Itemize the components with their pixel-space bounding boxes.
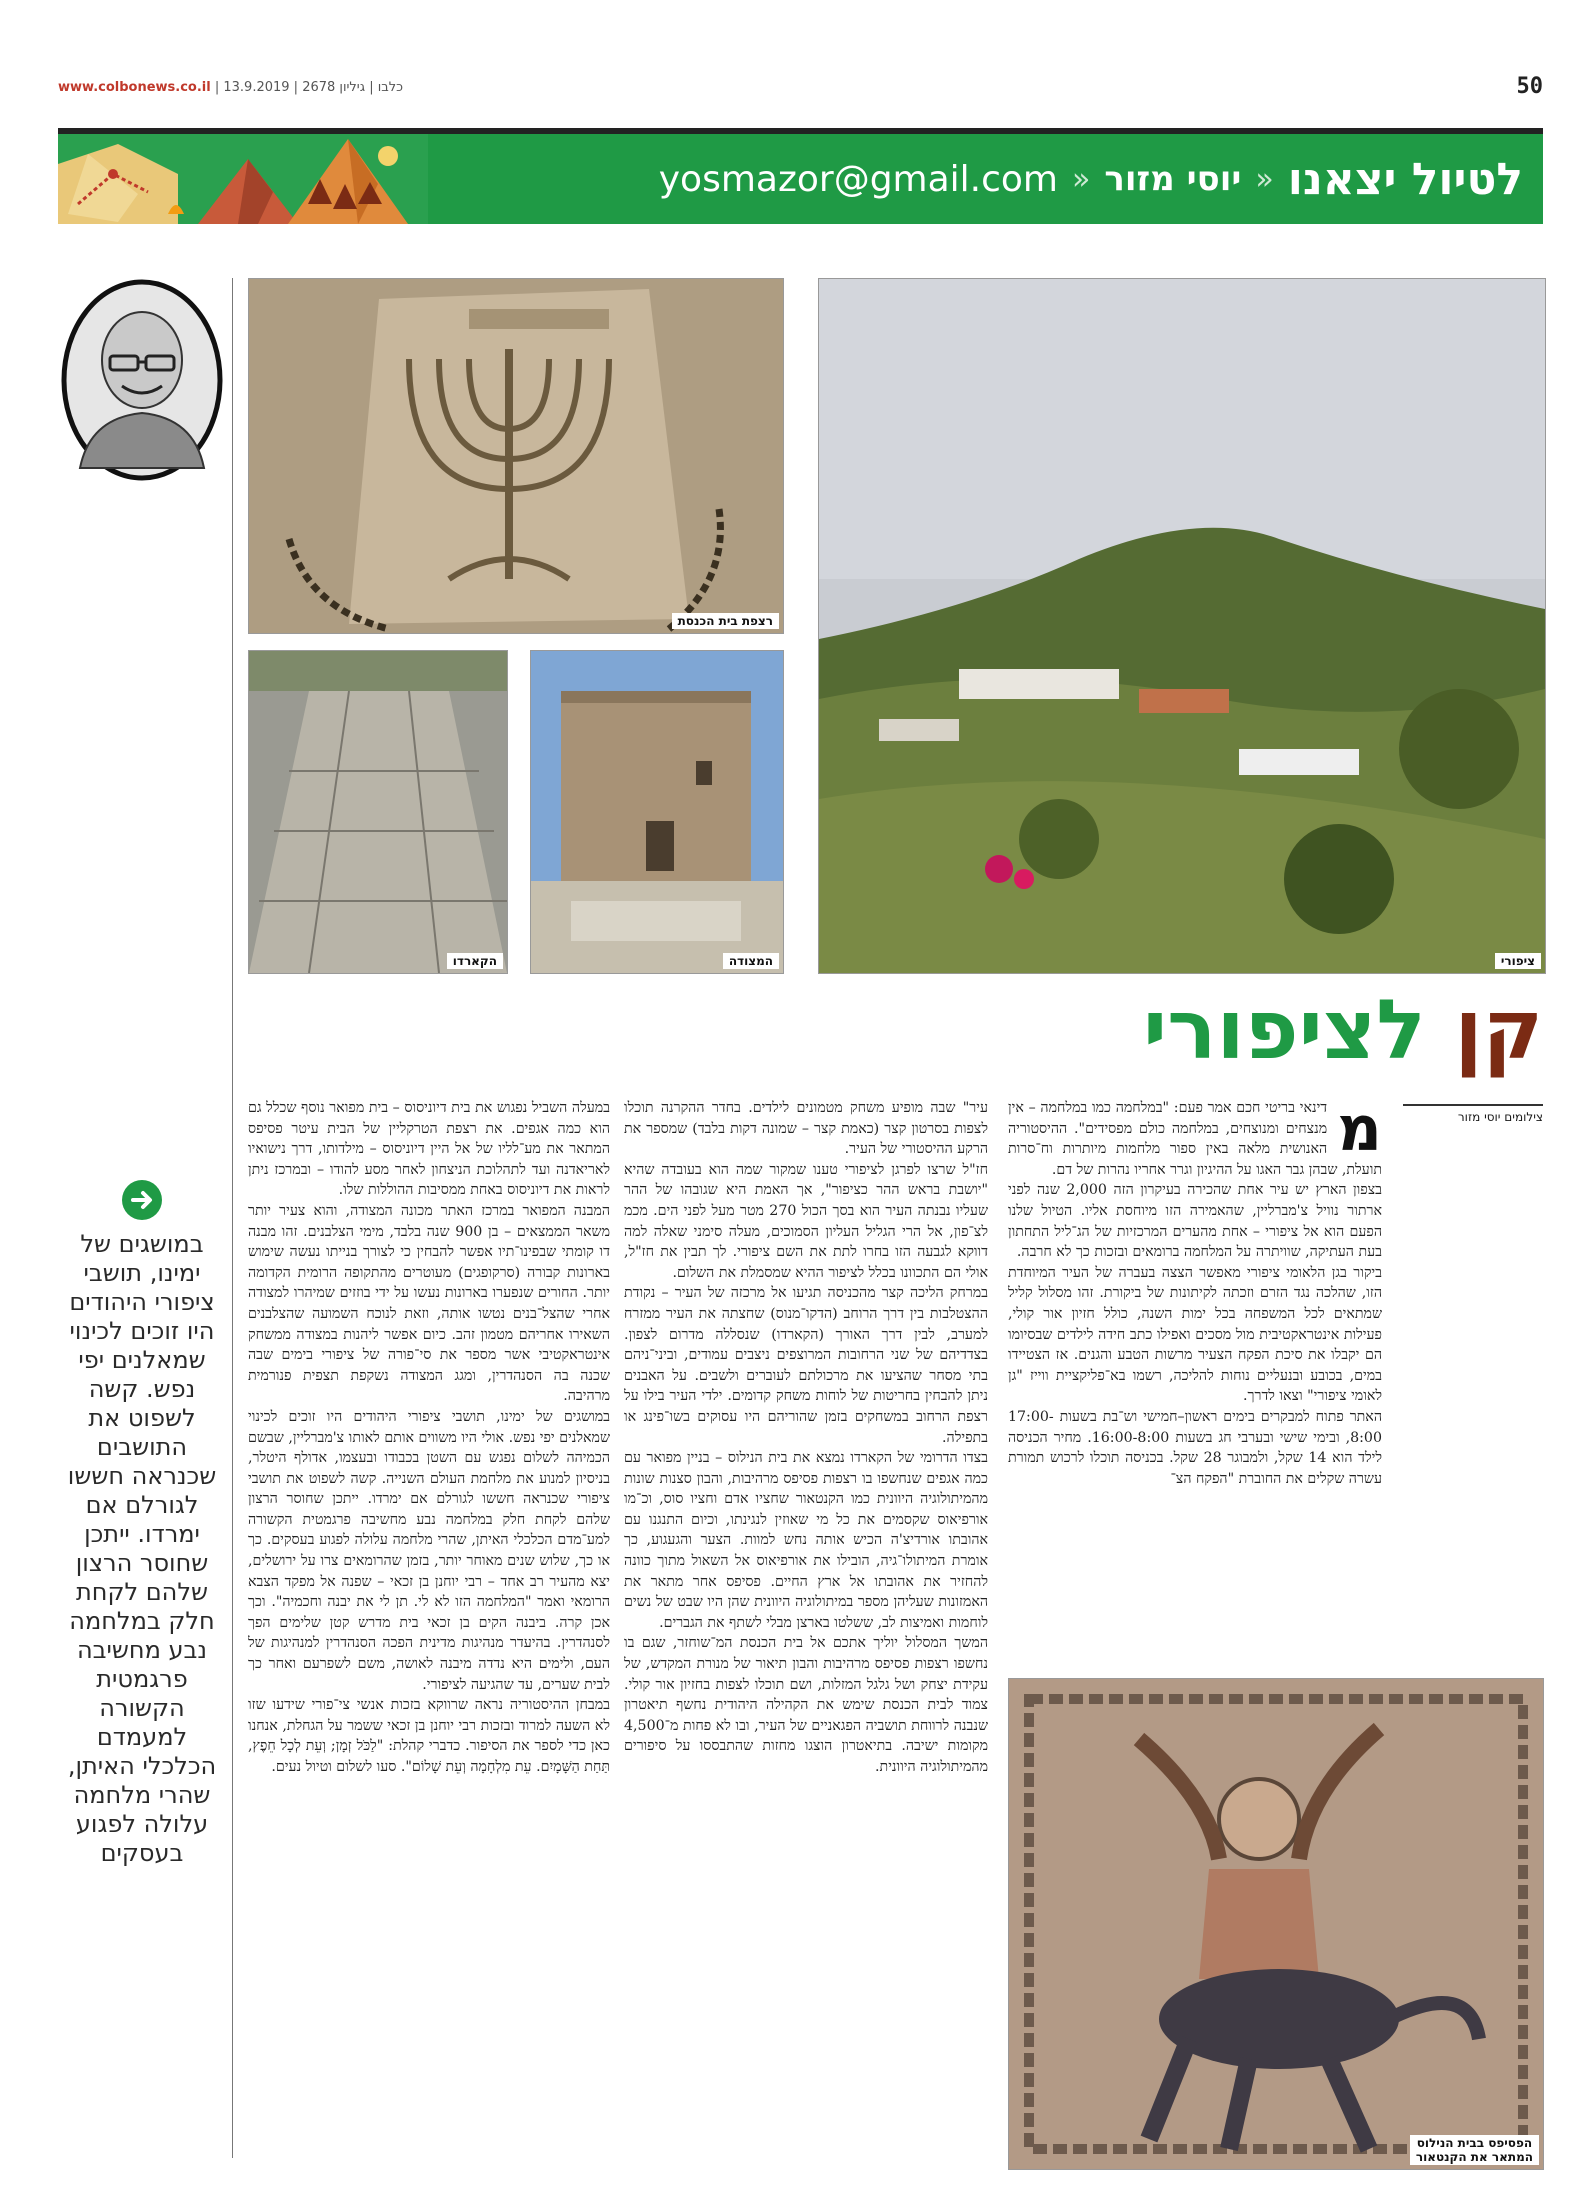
page-number: 50 xyxy=(1516,74,1543,99)
paragraph: במושגים של ימינו, תושבי ציפורי היהודים היו זוכים לכינוי שמאלנים יפי נפש. אולי היו משווים אותם לאותו צ'מברליין, שבשם הכמיהה לשלום נפגש עם השטן בכבודו ובעצמו, אדולף היטלר, בניסיון למנוע את מלחמת העולם השנייה. קשה לשפוט את תושבי ציפורי שכנראה חששו לגורלם אם ימרדו. ייתכן שחוסר הרצון שלהם לקחת חלק במלחמה נבע מחשיבה פרגמטית הקשורה למע־מדם הכלכלי האיתן, שהרי מלחמה עלולה לפגוע בעסקים. כך או כך, שלוש שנים מאוחר יותר, בזמן שהרומאים צרו על ירושלים, יצא מהעיר רב אחד – רבי יוחנן בן זכאי – שפנה אל מפקד הצבא הרומאי ואמר "המלחמה הזו לא לי. תן לי את יבנה וחכמיה". וכך אכן קרה. ביבנה הקים בן זכאי בית מדרש קטן שלימים הפך לסנהדרין. בהיעדר מנהיגות מדינית הפכה הסנהדרין למנהיגות של העם, ולימים היא נדדה מיבנה לאושה, משם לשפרעם ואחר כך לבית שערים, עד שהגיעה לציפורי. xyxy=(248,1408,610,1693)
photo-caption: רצפת בית הכנסת xyxy=(672,613,779,629)
pull-quote xyxy=(58,1180,226,1868)
tzipori-landscape-photo xyxy=(818,278,1546,974)
arrow-right-icon xyxy=(122,1180,162,1220)
paragraph: בצפון הארץ יש עיר אחת שהכירה בעיקרון הזה 2,000 שנה לפני ארתור נוויל צ'מברליין, שהאמירה הזו מיוחסת אליו. הטיול שלנו הפעם הוא אל ציפורי – אחת מהערים המרכזיות של הג־ליל התחתון בעת העתיקה, שוויתרה על המלחמה ברומאים ובזכות כך לא חרבה. xyxy=(1008,1182,1382,1261)
pull-quote-text: במושגים של ימינו, תושבי ציפורי היהודים היו זוכים לכינוי שמאלנים יפי נפש. קשה לשפוט את התושבים שכנראה חששו לגורלם אם ימרדו. ייתכן שחוסר הרצון שלהם לקחת חלק במלחמה נבע מחשיבה פרגמטית הקשורה למעמדם הכלכלי האיתן, שהרי מלחמה עלולה לפגוע בעסקים xyxy=(67,1230,217,1867)
column-title: לטיול יצאנו xyxy=(1287,153,1523,205)
chevron-icon: « xyxy=(1072,161,1091,197)
headline-part-2: לציפורי xyxy=(1143,983,1426,1078)
paragraph: במרחק הליכה קצר מהכניסה תגיעו אל מרכזה של העיר – נקודת ההצטלבות בין דרך הרוחב (הדקו־מנוס) שחצתה את העיר ממזרח למערב, לבין דרך האורך (הקארדו) שנסללה מדרום לצפון. בצדדיהם של שני הרחובות המרוצפים ניצבים עמודים, וביני־ניהם בתי מסחר שהציעו את מרכולתם לעוברים ולשבים. על האבנים ניתן להבחין בחריטות של לוחות משחק קדומים. ילדי העיר בילו על רצפת הרחוב במשחקים בזמן שהוריהם היו עסוקים בשו־פינג או בתפילה. xyxy=(624,1285,988,1446)
fortress-photo xyxy=(530,650,784,974)
paragraph: בצדו הדרומי של הקארדו נמצא את בית הנילוס – בניין מפואר עם כמה אגפים שנחשפו בו רצפות פסיפס מרהיבות, והבון סצנות שונות מהמיתולוגיה היוונית כמו הקנטאור שחציו אדם וחציו סוס, וכ־מו אורפיאוס שקסמים את כל מי שאוזין לנגינתו, וכיום התנגנו עם אהובתו אורדיצ'ה הכיש אותה נחש למוות. הצער והגעגוע, כך אומרת המיתולו־גיה, הובילו את אורפיאוס אל השאול מתוך כוונה להחזיר את אהובתו אל ארץ החיים. פסיפס אחר מתאר את האמזונות שעליהן מספר במיתולוגיה היוונית שהן היו שבט של נשים לוחמות ואמיצות לב, ששלטו בארצן מבלי לשתף את הגברים. xyxy=(624,1450,988,1631)
caption-line: המתאר את הקנטאור xyxy=(1415,2150,1533,2164)
paragraph: עיר" שבה מופיע משחק מטמונים לילדים. בחדר ההקרנה תוכלו לצפות בסרטון קצר (כאמת קצר – שמונה דקות בלבד) שמספר את הרקע ההיסטורי של העיר. xyxy=(624,1100,988,1158)
issue-meta xyxy=(58,80,403,95)
author-portrait xyxy=(60,278,225,483)
caption-line: הפסיפס בבית הנילוס xyxy=(1416,2136,1533,2150)
column-banner xyxy=(58,128,1543,224)
paragraph: האתר פתוח למבקרים בימים ראשון–חמישי וש־בת בשעות 17:00-8:00, ובימי שישי ובערבי חג בשעות 16:00-8:00. מחיר הכניסה לילד הוא 14 שקל, ולמבוגר 28 שקל. בכניסה תוכלו לרכוש תמורת עשרה שקלים את החוברת "הפקח הצ־ xyxy=(1008,1408,1382,1487)
paragraph: במבחן ההיסטוריה נראה שרווקא בזכות אנשי צי־פורי שידעו שזו לא השעה למרוד ובזכות רבי יוחנן בן זכאי ששמר על הגחלת, אנחנו כאן כדי לספר את הסיפור. כדברי קהלת: "לַכֹּל זְמָן; וְעֵת לְכָל חֵפֶץ, תַּחַת הַשָּׁמָיִם. עֵת מִלְחָמָה וְעֵת שָׁלוֹם". סעו לשלום וטיול נעים. xyxy=(248,1697,610,1775)
paragraph: המשך המסלול יוליך אתכם אל בית הכנסת המ־שוחזר, שגם בו נחשפו רצפות פסיפס מרהיבות והבון תיאור של מנורת המקדש, של עקידת יצחק ושל גלגל המזלות, ושם תוכלו לצפות בחזיון אור קולי. צמוד לבית הכנסת שימש את הקהילה היהודית נחשף תיאטרון שנבנה לרווחת תושביה הפגאניים של העיר, ובו לא פחות מ־4,500 מקומות ישיבה. בתיאטרון הוצגו מחזות שהתבססו על סיפורים מהמיתולוגיה היוונית. xyxy=(624,1635,988,1775)
travel-illustration xyxy=(58,134,428,224)
menorah-mosaic-image xyxy=(249,279,783,633)
drop-cap: מ xyxy=(1337,1098,1382,1165)
author-email[interactable]: yosmazor@gmail.com xyxy=(658,158,1059,200)
column-author: יוסי מזור xyxy=(1104,159,1242,199)
photo-caption: ציפורי xyxy=(1495,953,1541,969)
paragraph: במעלה השביל נפגוש את בית דיוניסוס – בית מפואר נוסף שכלל גם הוא כמה אגפים. את רצפת הטרקליין של הבית עיטר פסיפס המתאר את מע־לליו של אל היין דיוניסוס – מילדותו, דרך נישואיו לאריאדנה ועד לתהלוכת הניצחון לאחר מסע להודו – ובמרכז ניתן לראות את דיוניסוס באחת ממסיבות ההוללות שלו. xyxy=(248,1100,610,1199)
cardo-photo xyxy=(248,650,508,974)
crusader-fortress-image xyxy=(531,651,783,973)
issue-info: | כלבו | גיליון 2678 | 13.9.2019 xyxy=(214,80,404,95)
article-headline xyxy=(1143,983,1543,1078)
photo-credit: צילומים יוסי מזור xyxy=(1403,1104,1543,1124)
paragraph: חז"ל שרצו לפרגן לציפורי טענו שמקור שמה הוא בעובדה שהיא "יושבת בראש ההר כציפור", אך האמת היא שגובהו של ההר שעליו נבנתה העיר הוא בסך הכול 270 מטר מעל לפני הים. מכמ לצ־פון, אל הרי הגליל העליון הסמוכים, מעלה סימני שאלה למה דווקא לגבעה הזו בחרו לתת את השם ציפורי. לך תבין את חז"ל, אולי הם התכוונו בכלל לציפור ההיא שמסמלת את השלום. xyxy=(624,1161,988,1281)
photo-caption: המצודה xyxy=(723,953,779,969)
stone-street-image xyxy=(249,651,507,973)
photo-caption xyxy=(1410,2135,1539,2165)
article-column-2 xyxy=(624,1098,988,2168)
headline-part-1: קן xyxy=(1454,983,1543,1078)
chevron-icon: « xyxy=(1255,161,1274,197)
paragraph: ביקור בגן הלאומי ציפורי מאפשר הצצה בעברה של העיר המיוחדת הזו, שהלכה נגד הזרם וזכתה לקיתונות של ביקורת. זהו מסלול קליל שמתאים לכל המשפחה בכל ימות השנה, כולל חזיון אור קולי, פעילות אינטראקטיבית מול מסכים ואפילו כתב חידה לילדים שבסיומו הם יקבלו את סיכת הפקח הצעיר מרשות הטבע והגנים. אז הצטיידו במים, בכובע ובנעליים נוחות להליכה, רשמו בא־פליקציית ווייז "גן לאומי ציפורי" וצאו לדרך. xyxy=(1008,1264,1382,1405)
column-divider xyxy=(232,278,233,2158)
hill-landscape-image xyxy=(819,279,1545,973)
photo-caption: הקארדו xyxy=(447,953,503,969)
synagogue-floor-photo xyxy=(248,278,784,634)
site-url[interactable]: www.colbonews.co.il xyxy=(58,80,211,95)
paragraph: המבנה המפואר במרכז האתר מכונה המצודה, והוא צעיר יותר משאר הממצאים – בן 900 שנה בלבד, מימי הצלבנים. זהו מבנה דו קומתי שבפינו־תיו אפשר להבחין כי לצורך בנייתו נעשה שימוש בארונות קבורה (סרקופגים) מעוטרים מהתקופה הרומית הקדומה יותר. החורים שנפערו בארונות נעשו על ידי בוזזים שמיהרו למצודה אחרי שהצל־בנים נטשו אותה, וזאת לנוכח השמועה שהצלבנים השאירו אחריהם מטמון זהב. כיום אפשר ליהנות במצודה ממשחק אינטראקטיבי אשר מספר את סי־פורה של ציפורי בימים שבה שכנה בה הסנהדרין, ומגג המצודה נשקפת תצפית פנורמית מרהיבה. xyxy=(248,1202,610,1405)
article-column-3 xyxy=(248,1098,610,2168)
banner-text xyxy=(659,144,1523,214)
article-column-1 xyxy=(1008,1098,1382,1658)
centaur-mosaic-photo xyxy=(1008,1678,1544,2170)
paragraph: דינאי בריטי חכם אמר פעם: "במלחמה כמו במלחמה – אין מנצחים ומנוצחים, במלחמה כולם מפסידים". ההיסטוריה האנושית מלאה באין ספור מלחמות מיותרות וח־סרות תועלת, שבהן גבר האגו על ההיגיון וגרר אחריו נהרות של דם. xyxy=(1008,1100,1382,1178)
nile-house-mosaic-image xyxy=(1009,1679,1543,2169)
